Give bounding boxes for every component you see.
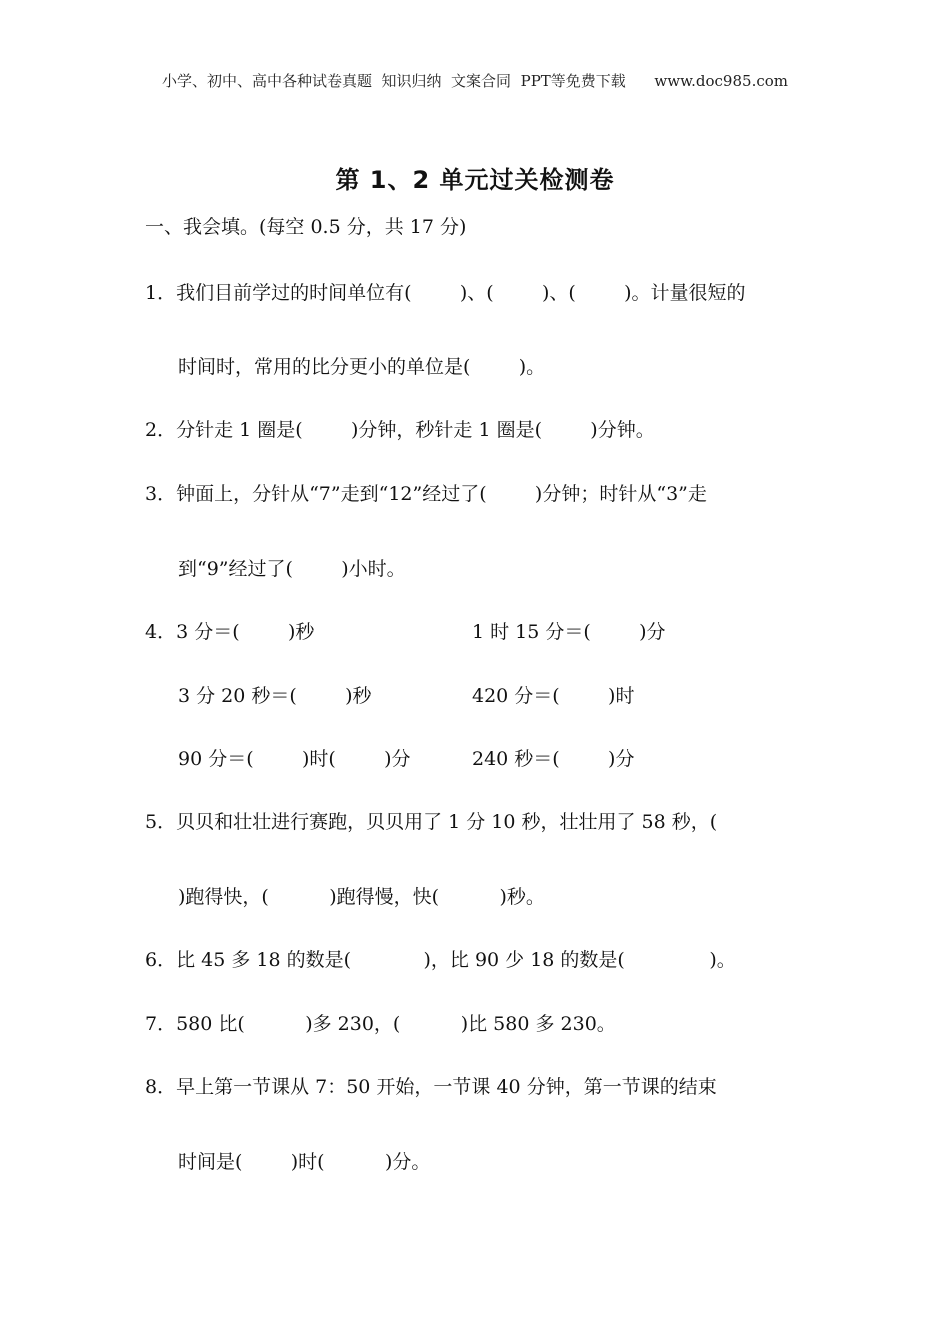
question-8-line-2: 时间是( )时( )分。 bbox=[178, 1151, 431, 1173]
question-5-line-2: )跑得快，( )跑得慢，快( )秒。 bbox=[178, 886, 545, 908]
question-4-row-1-right: 1 时 15 分＝( )分 bbox=[472, 621, 666, 643]
section-heading: 一、我会填。(每空 0.5 分，共 17 分) bbox=[145, 216, 467, 238]
question-5-line-1: 5．贝贝和壮壮进行赛跑，贝贝用了 1 分 10 秒，壮壮用了 58 秒，( bbox=[145, 811, 718, 833]
question-2-line-1: 2．分针走 1 圈是( )分钟，秒针走 1 圈是( )分钟。 bbox=[145, 419, 655, 441]
question-1-line-1: 1．我们目前学过的时间单位有( )、( )、( )。计量很短的 bbox=[145, 282, 746, 304]
question-1-line-2: 时间时，常用的比分更小的单位是( )。 bbox=[178, 356, 546, 378]
question-4-row-3-left: 90 分＝( )时( )分 bbox=[178, 748, 411, 770]
question-4-row-2-right: 420 分＝( )时 bbox=[472, 685, 635, 707]
question-8-line-1: 8．早上第一节课从 7：50 开始，一节课 40 分钟，第一节课的结束 bbox=[145, 1076, 717, 1098]
question-7-line-1: 7．580 比( )多 230，( )比 580 多 230。 bbox=[145, 1013, 616, 1035]
question-3-line-2: 到“9”经过了( )小时。 bbox=[178, 558, 406, 580]
question-4-row-1-left: 4．3 分＝( )秒 bbox=[145, 621, 315, 643]
page-title: 第 1、2 单元过关检测卷 bbox=[335, 166, 615, 194]
question-4-row-3-right: 240 秒＝( )分 bbox=[472, 748, 635, 770]
question-3-line-1: 3．钟面上，分针从“7”走到“12”经过了( )分钟；时针从“3”走 bbox=[145, 483, 707, 505]
question-6-line-1: 6．比 45 多 18 的数是( )，比 90 少 18 的数是( )。 bbox=[145, 949, 736, 971]
question-4-row-2-left: 3 分 20 秒＝( )秒 bbox=[178, 685, 372, 707]
header-banner: 小学、初中、高中各种试卷真题 知识归纳 文案合同 PPT等免费下载 www.doc985.com bbox=[161, 72, 788, 90]
